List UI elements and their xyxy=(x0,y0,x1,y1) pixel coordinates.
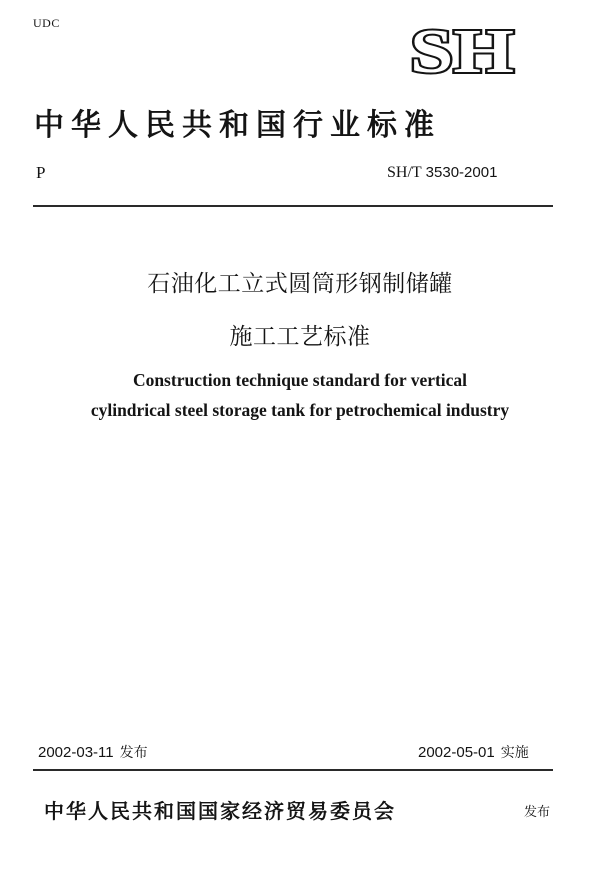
title-en-line1: Construction technique standard for vertical xyxy=(132,370,468,390)
standard-code xyxy=(387,164,497,182)
issue-date xyxy=(38,742,148,762)
issuing-authority: 中华人民共和国国家经济贸易委员会 xyxy=(44,799,396,823)
title-cn-line2: 施工工艺标准 xyxy=(229,324,371,350)
standard-code-prefix: SH/T xyxy=(387,164,422,181)
implement-date-value: 2002-05-01 xyxy=(418,744,495,761)
implement-date xyxy=(418,742,529,762)
udc-label: UDC xyxy=(33,16,60,30)
issue-date-value: 2002-03-11 xyxy=(38,744,114,761)
header-divider xyxy=(33,205,553,207)
title-en-line2: cylindrical steel storage tank for petrochemical industry xyxy=(90,400,510,420)
footer-divider xyxy=(33,769,553,771)
sh-logo xyxy=(408,20,516,78)
title-cn-line1: 石油化工立式圆筒形钢制储罐 xyxy=(147,271,453,297)
implement-label: 实施 xyxy=(500,745,529,761)
standard-code-number: 3530-2001 xyxy=(425,164,498,181)
publish-label: 发布 xyxy=(524,805,551,820)
sh-logo-text: SH xyxy=(410,20,514,78)
category-code: P xyxy=(36,163,46,182)
issue-label: 发布 xyxy=(119,745,148,761)
series-title: 中华人民共和国行业标准 xyxy=(34,108,441,143)
